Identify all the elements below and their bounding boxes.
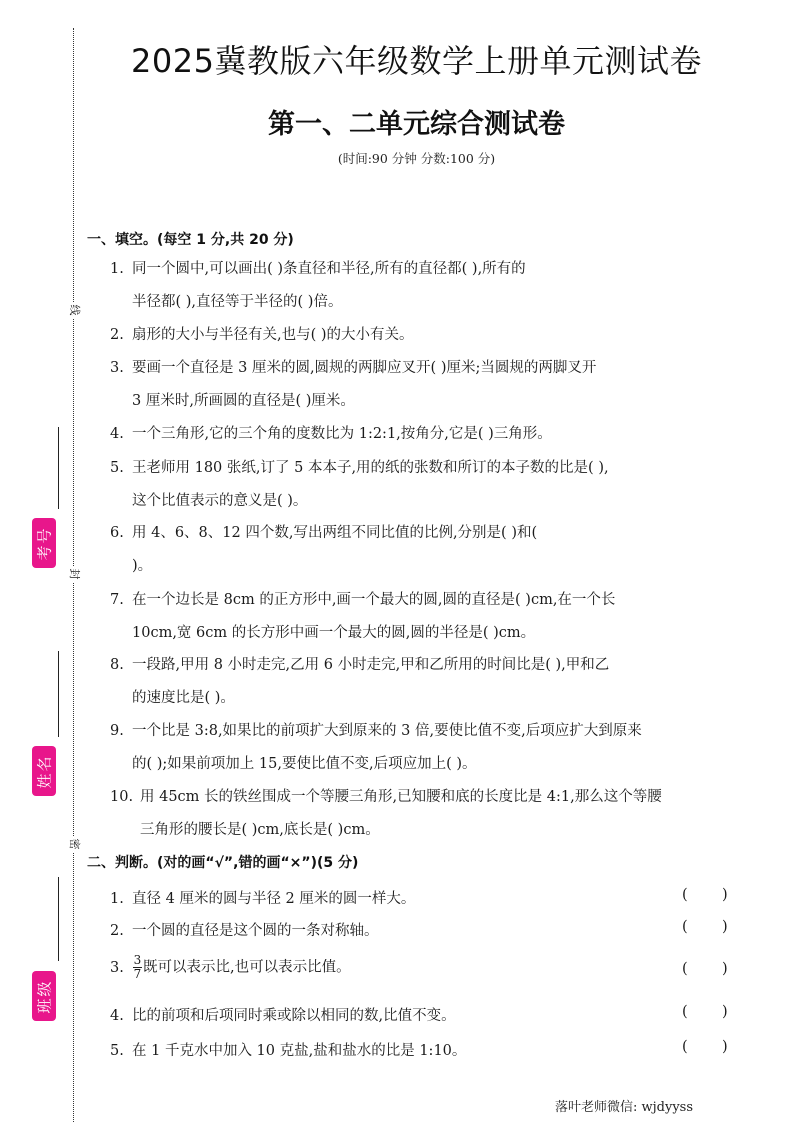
paren-left: ( <box>682 887 688 903</box>
question-text: 用 4、6、8、12 四个数,写出两组不同比值的比例,分别是( )和( <box>132 525 538 541</box>
cut-label-xian: 线 <box>66 302 82 318</box>
question-text-cont: 的速度比是( )。 <box>132 690 235 706</box>
question-number: 2. <box>110 923 124 939</box>
name-write-line[interactable] <box>58 651 59 737</box>
cut-label-mi: 密 <box>66 836 82 852</box>
paren-left: ( <box>682 961 688 977</box>
question-text: 在 1 千克水中加入 10 克盐,盐和盐水的比是 1:10。 <box>132 1043 467 1059</box>
question-number: 3. <box>110 360 124 376</box>
question-number: 3. <box>110 959 124 976</box>
paren-left: ( <box>682 1004 688 1020</box>
question-number: 1. <box>110 891 124 907</box>
judge-question-5 <box>110 1039 733 1060</box>
fill-question-8 <box>110 649 733 715</box>
fill-question-10 <box>110 781 733 847</box>
question-text-cont: 这个比值表示的意义是( )。 <box>132 493 308 509</box>
fraction-denominator: 7 <box>133 967 142 981</box>
name-label: 姓名 <box>35 753 54 789</box>
question-text: 比的前项和后项同时乘或除以相同的数,比值不变。 <box>132 1008 456 1024</box>
fill-question-3 <box>110 352 733 418</box>
fill-question-4 <box>110 418 733 451</box>
question-text-cont: )。 <box>132 558 153 574</box>
fill-question-1 <box>110 253 733 319</box>
question-number: 2. <box>110 327 124 343</box>
exam-number-write-line[interactable] <box>58 427 59 509</box>
cut-label-feng: 封 <box>66 566 82 582</box>
paren-right: ) <box>722 961 728 977</box>
fill-question-6 <box>110 517 733 583</box>
question-number: 10. <box>110 789 134 805</box>
judge-question-2 <box>110 919 733 940</box>
exam-number-badge <box>32 518 56 568</box>
paren-right: ) <box>722 887 728 903</box>
question-text: 王老师用 180 张纸,订了 5 本本子,用的纸的张数和所订的本子数的比是( ), <box>132 460 609 476</box>
question-number: 4. <box>110 426 124 442</box>
class-write-line[interactable] <box>58 877 59 961</box>
question-number: 4. <box>110 1008 124 1024</box>
question-text: 扇形的大小与半径有关,也与( )的大小有关。 <box>132 327 414 343</box>
question-text: 直径 4 厘米的圆与半径 2 厘米的圆一样大。 <box>132 891 416 907</box>
question-text: 一个比是 3:8,如果比的前项扩大到原来的 3 倍,要使比值不变,后项应扩大到原来 <box>132 723 642 739</box>
section-judge-heading: 二、判断。(对的画“√”,错的画“×”)(5 分) <box>87 855 359 871</box>
fraction-numerator: 3 <box>133 953 142 967</box>
paren-left: ( <box>682 919 688 935</box>
question-number: 6. <box>110 525 124 541</box>
question-text: 要画一个直径是 3 厘米的圆,圆规的两脚应叉开( )厘米;当圆规的两脚叉开 <box>132 360 597 376</box>
fill-question-5 <box>110 452 733 518</box>
class-label: 班级 <box>35 978 54 1014</box>
paren-left: ( <box>682 1039 688 1055</box>
paren-right: ) <box>722 919 728 935</box>
class-badge <box>32 971 56 1021</box>
exam-number-label: 考号 <box>35 525 54 561</box>
question-number: 1. <box>110 261 124 277</box>
fraction-three-sevenths <box>133 954 142 981</box>
fill-question-7 <box>110 584 733 650</box>
fill-question-9 <box>110 715 733 781</box>
question-text-cont: 半径都( ),直径等于半径的( )倍。 <box>132 294 343 310</box>
question-text: 既可以表示比,也可以表示比值。 <box>143 959 351 976</box>
footer-contact: 落叶老师微信: wjdyyss <box>555 1100 694 1115</box>
question-text-cont: 的( );如果前项加上 15,要使比值不变,后项应加上( )。 <box>132 756 477 772</box>
paren-right: ) <box>722 1004 728 1020</box>
fill-question-2 <box>110 319 733 352</box>
question-number: 9. <box>110 723 124 739</box>
name-badge <box>32 746 56 796</box>
judge-question-1 <box>110 887 733 908</box>
question-number: 7. <box>110 592 124 608</box>
question-text-cont: 3 厘米时,所画圆的直径是( )厘米。 <box>132 393 355 409</box>
question-text: 一段路,甲用 8 小时走完,乙用 6 小时走完,甲和乙所用的时间比是( ),甲和乙 <box>132 657 610 673</box>
question-text: 同一个圆中,可以画出( )条直径和半径,所有的直径都( ),所有的 <box>132 261 526 277</box>
question-text: 在一个边长是 8cm 的正方形中,画一个最大的圆,圆的直径是( )cm,在一个长 <box>132 592 616 608</box>
page-title: 2025冀教版六年级数学上册单元测试卷 <box>131 42 702 80</box>
question-text-cont: 10cm,宽 6cm 的长方形中画一个最大的圆,圆的半径是( )cm。 <box>132 625 536 641</box>
question-number: 5. <box>110 1043 124 1059</box>
judge-question-4 <box>110 1004 733 1025</box>
exam-info: (时间:90 分钟 分数:100 分) <box>337 151 496 166</box>
question-number: 8. <box>110 657 124 673</box>
question-text: 用 45cm 长的铁丝围成一个等腰三角形,已知腰和底的长度比是 4:1,那么这个等腰 <box>140 789 662 805</box>
paren-right: ) <box>722 1039 728 1055</box>
binding-margin <box>0 0 80 1122</box>
judge-question-3 <box>110 954 733 981</box>
question-text: 一个三角形,它的三个角的度数比为 1:2:1,按角分,它是( )三角形。 <box>132 426 552 442</box>
question-text-cont: 三角形的腰长是( )cm,底长是( )cm。 <box>140 822 380 838</box>
page-subtitle: 第一、二单元综合测试卷 <box>268 109 565 140</box>
question-text: 一个圆的直径是这个圆的一条对称轴。 <box>132 923 379 939</box>
section-fill-blank-heading: 一、填空。(每空 1 分,共 20 分) <box>87 232 294 248</box>
question-number: 5. <box>110 460 124 476</box>
